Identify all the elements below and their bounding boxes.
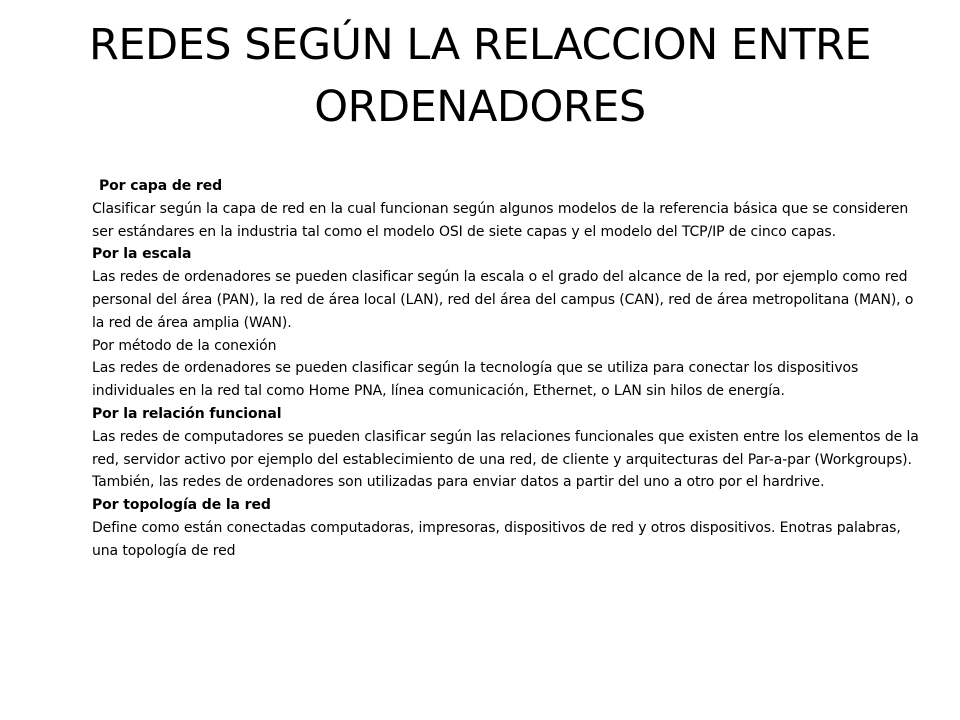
content-body — [92, 175, 922, 563]
section-text: Define como están conectadas computadoras, impresoras, dispositivos de red y otros dispositivos. Enotras palabras, una topología de red — [92, 519, 901, 559]
section-topologia — [92, 494, 922, 562]
title-line-1: REDES SEGÚN LA RELACCION ENTRE — [88, 20, 872, 70]
title-line-2: ORDENADORES — [314, 82, 646, 132]
section-metodo-conexion — [92, 335, 922, 403]
section-text: Las redes de computadores se pueden clasificar según las relaciones funcionales que existen entre los elementos de la red, servidor activo por ejemplo del establecimiento de una red, de cliente y arquitecturas del Par-a-par (Workgroups). También, las redes de ordenadores son utilizadas para enviar datos a partir del uno a otro por el hardrive. — [92, 428, 919, 491]
section-capa-de-red — [92, 175, 922, 243]
section-heading: Por la escala — [92, 246, 192, 263]
section-heading: Por la relación funcional — [92, 405, 282, 422]
section-heading: Por capa de red — [99, 178, 223, 194]
section-text: Las redes de ordenadores se pueden clasificar según la tecnología que se utiliza para conectar los dispositivos individuales en la red tal como Home PNA, línea comunicación, Ethernet, o LAN sin hilos de energía. — [92, 360, 859, 400]
section-heading: Por método de la conexión — [92, 337, 277, 354]
section-text: Las redes de ordenadores se pueden clasificar según la escala o el grado del alcance de la red, por ejemplo como red personal del área (PAN), la red de área local (LAN), red del área del campus (CAN), red de área metropolitana (MAN), o la red de área amplia (WAN). — [92, 269, 914, 331]
section-escala — [92, 243, 922, 334]
section-text: Clasificar según la capa de red en la cual funcionan según algunos modelos de la referencia básica que se consideren ser estándares en la industria tal como el modelo OSI de siete capas y el modelo del TCP/IP de cinco capas. — [92, 200, 909, 240]
page-title — [40, 14, 920, 138]
section-heading: Por topología de la red — [92, 497, 271, 514]
section-relacion-funcional — [92, 403, 922, 494]
